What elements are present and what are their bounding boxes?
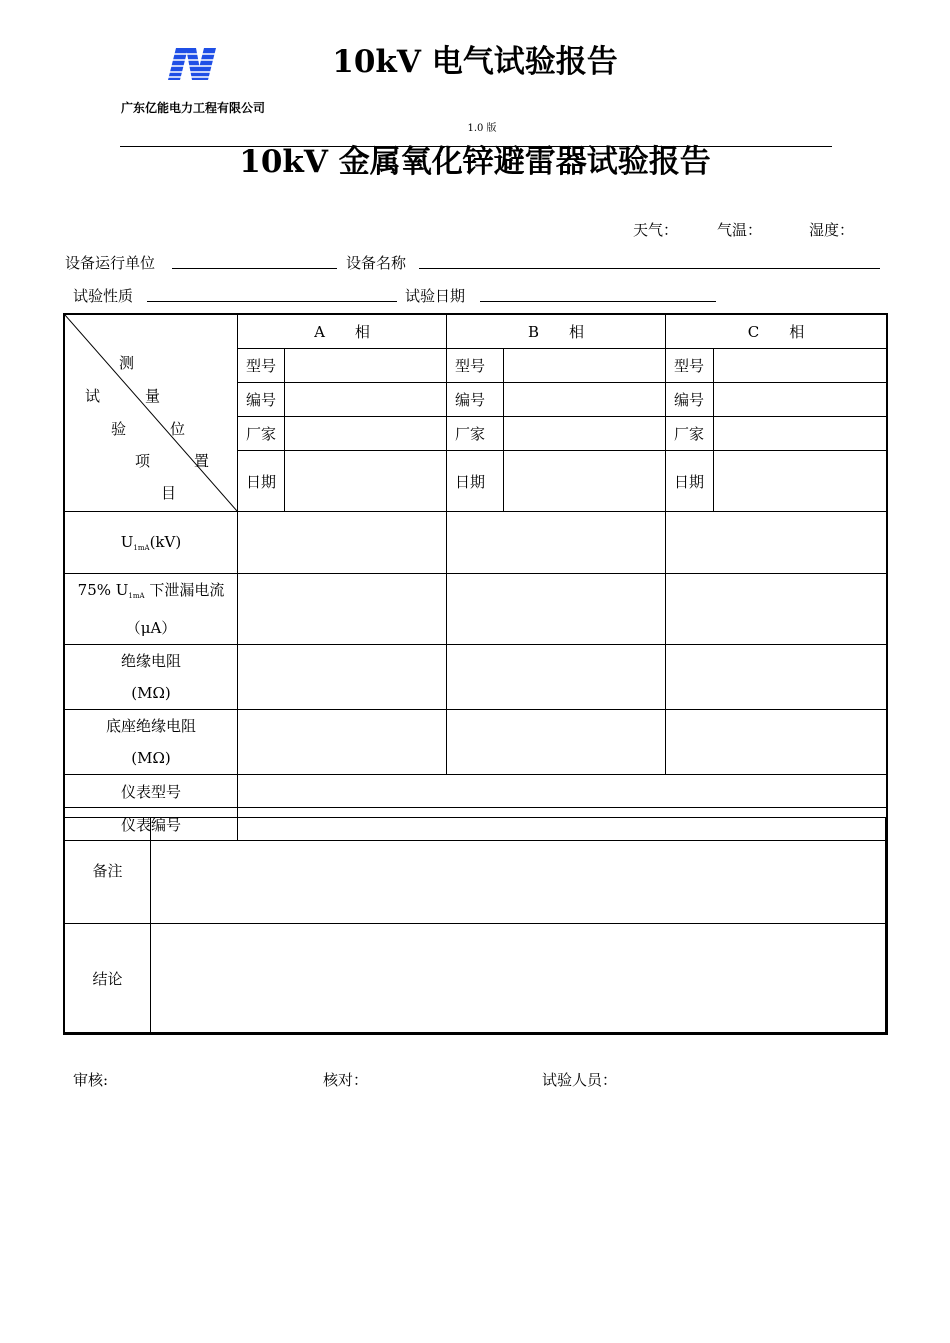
value-cell[interactable] — [666, 574, 887, 645]
value-cell[interactable] — [666, 645, 887, 710]
corner-char: 验 — [111, 420, 127, 438]
value-cell[interactable] — [238, 574, 447, 645]
corner-header — [65, 315, 238, 512]
attr-label: 厂家 — [447, 417, 504, 451]
value-cell[interactable] — [285, 417, 447, 451]
phase-c-header: C 相 — [666, 315, 887, 349]
corner-char: 目 — [161, 484, 177, 502]
value-cell[interactable] — [504, 383, 666, 417]
nature-field[interactable] — [147, 301, 397, 302]
report-subtitle: 10kV 金属氧化锌避雷器试验报告 — [239, 144, 711, 180]
insulation-row-label: 绝缘电阻 (MΩ) — [65, 645, 238, 710]
attr-label: 编号 — [238, 383, 285, 417]
attr-label: 型号 — [447, 349, 504, 383]
company-name: 广东亿能电力工程有限公司 — [121, 101, 266, 115]
value-cell[interactable] — [504, 349, 666, 383]
attr-label: 编号 — [666, 383, 714, 417]
remarks-label: 备注 — [65, 818, 151, 924]
unit-label: 设备运行单位 — [65, 254, 156, 272]
value-cell[interactable] — [504, 451, 666, 512]
humidity-label: 湿度： — [809, 221, 855, 239]
corner-char: 测 — [119, 354, 135, 372]
conclusion-label: 结论 — [65, 924, 151, 1033]
nature-label: 试验性质 — [73, 287, 134, 305]
leakage-row-label: 75% $U_{1mA}$ 下泄漏电流 （μA） — [65, 574, 238, 645]
corner-char: 置 — [194, 452, 210, 470]
test-table — [64, 314, 887, 841]
value-cell[interactable] — [285, 349, 447, 383]
attr-label: 日期 — [238, 451, 285, 512]
value-cell[interactable] — [447, 512, 666, 574]
corner-char: 试 — [85, 387, 101, 405]
conclusion-field[interactable] — [151, 924, 886, 1033]
meter-model-value[interactable] — [238, 775, 887, 808]
value-cell[interactable] — [285, 383, 447, 417]
remarks-field[interactable] — [151, 818, 886, 924]
base-insulation-row-label: 底座绝缘电阻 (MΩ) — [65, 710, 238, 775]
value-cell[interactable] — [666, 512, 887, 574]
device-name-field[interactable] — [419, 268, 880, 269]
meter-model-label: 仪表型号 — [65, 775, 238, 808]
value-cell[interactable] — [238, 710, 447, 775]
u1ma-row-label: $U_{1mA}(kV)$ — [65, 512, 238, 574]
value-cell[interactable] — [714, 417, 887, 451]
phase-b-header: B 相 — [447, 315, 666, 349]
attr-label: 日期 — [666, 451, 714, 512]
value-cell[interactable] — [285, 451, 447, 512]
date-field[interactable] — [480, 301, 716, 302]
review-label: 审核: — [73, 1071, 109, 1089]
value-cell[interactable] — [238, 512, 447, 574]
value-cell[interactable] — [714, 451, 887, 512]
unit-field[interactable] — [172, 268, 337, 269]
device-name-label: 设备名称 — [346, 254, 407, 272]
attr-label: 型号 — [666, 349, 714, 383]
phase-a-header: A 相 — [238, 315, 447, 349]
value-cell[interactable] — [447, 574, 666, 645]
value-cell[interactable] — [447, 710, 666, 775]
notes-table — [64, 817, 886, 1033]
corner-char: 项 — [135, 452, 151, 470]
attr-label: 日期 — [447, 451, 504, 512]
attr-label: 厂家 — [238, 417, 285, 451]
value-cell[interactable] — [666, 710, 887, 775]
corner-char: 位 — [170, 420, 186, 438]
temperature-label: 气温： — [717, 221, 763, 239]
value-cell[interactable] — [504, 417, 666, 451]
tester-label: 试验人员： — [542, 1071, 618, 1089]
diagonal-line — [65, 315, 237, 511]
corner-char: 量 — [145, 387, 161, 405]
value-cell[interactable] — [714, 349, 887, 383]
attr-label: 型号 — [238, 349, 285, 383]
weather-label: 天气： — [633, 221, 679, 239]
attr-label: 厂家 — [666, 417, 714, 451]
attr-label: 编号 — [447, 383, 504, 417]
meter-number-label: 仪表编号 — [65, 808, 238, 841]
check-label: 核对： — [323, 1071, 369, 1089]
value-cell[interactable] — [714, 383, 887, 417]
version-label: 1.0 版 — [467, 123, 497, 134]
value-cell[interactable] — [447, 645, 666, 710]
report-title: 10kV 电气试验报告 — [332, 44, 618, 80]
value-cell[interactable] — [238, 645, 447, 710]
date-label: 试验日期 — [405, 287, 466, 305]
